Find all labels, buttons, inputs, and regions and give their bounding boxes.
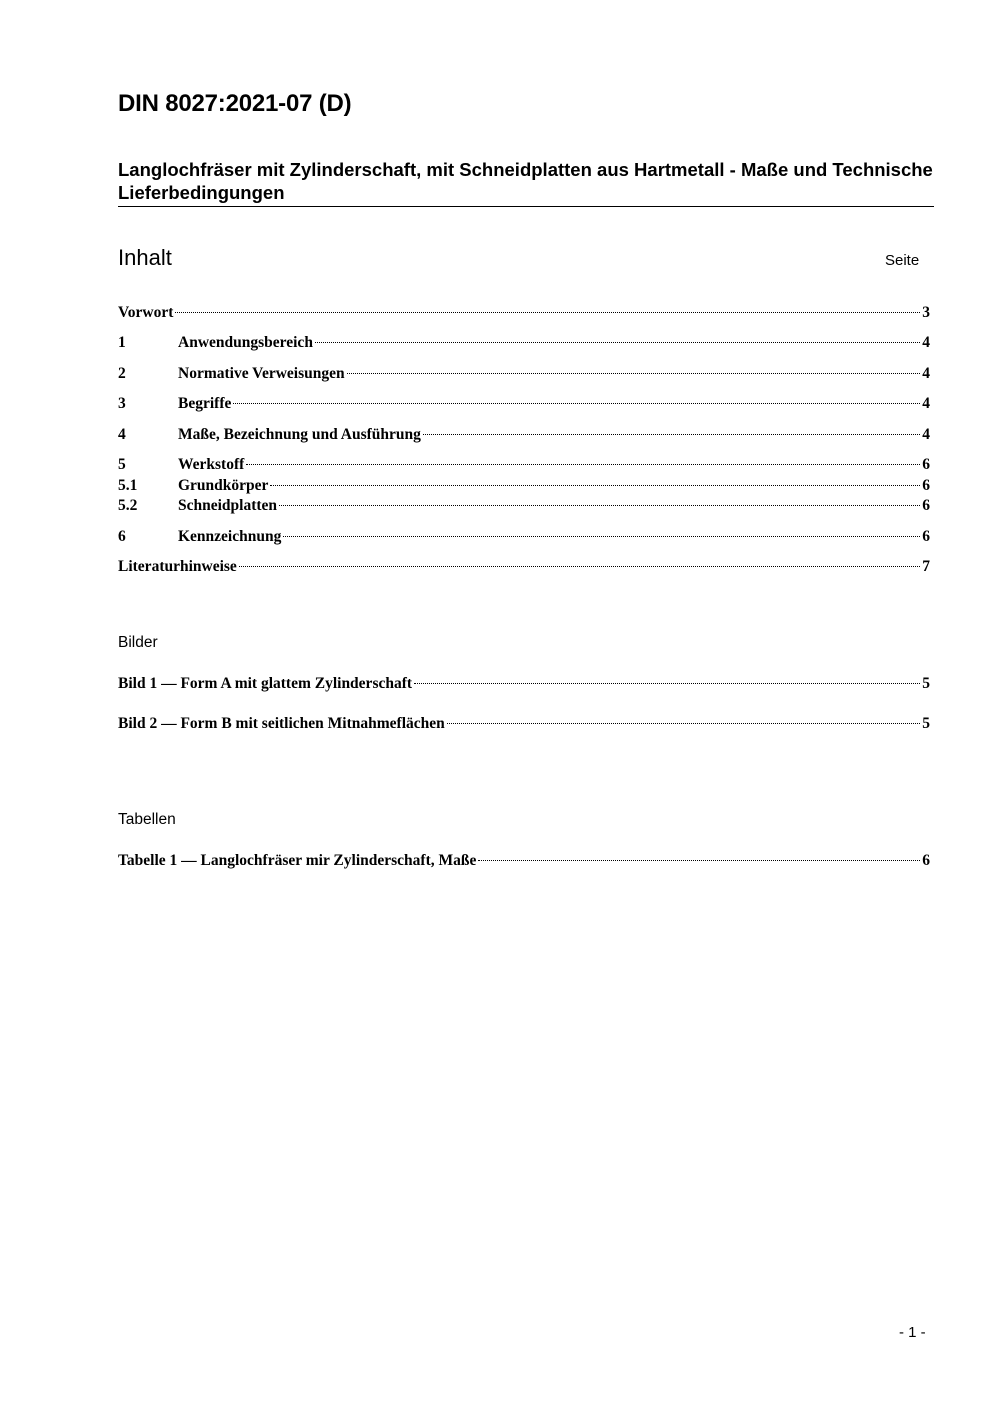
dot-leader [283, 536, 920, 537]
toc-entry-label: Anwendungsbereich [178, 334, 313, 351]
toc-entry-masse[interactable] [118, 425, 930, 445]
toc-entry-number: 6 [118, 528, 126, 545]
toc-entry-number: 4 [118, 426, 126, 443]
toc-entry-page: 6 [922, 456, 930, 473]
toc-entry-grundkoerper[interactable] [118, 476, 930, 496]
figure-entry-page: 5 [922, 715, 930, 732]
toc-entry-label: Grundkörper [178, 477, 269, 494]
toc-entry-werkstoff[interactable] [118, 455, 930, 475]
tables-heading: Tabellen [118, 811, 176, 828]
toc-entry-label: Maße, Bezeichnung und Ausführung [178, 426, 421, 443]
toc-entry-number: 1 [118, 334, 126, 351]
toc-entry-number: 5.1 [118, 477, 138, 494]
dot-leader [315, 342, 920, 343]
dot-leader [447, 723, 920, 724]
toc-entry-begriffe[interactable] [118, 394, 930, 414]
dot-leader [414, 683, 920, 684]
toc-entry-label: Vorwort [118, 304, 174, 321]
toc-entry-page: 3 [922, 304, 930, 321]
toc-entry-number: 2 [118, 365, 126, 382]
toc-entry-anwendungsbereich[interactable] [118, 333, 930, 353]
dot-leader [347, 373, 921, 374]
figures-heading: Bilder [118, 634, 158, 651]
toc-entry-label: Begriffe [178, 395, 232, 412]
toc-entry-label: Kennzeichnung [178, 528, 282, 545]
toc-entry-normative-verweisungen[interactable] [118, 364, 930, 384]
toc-entry-number: 5 [118, 456, 126, 473]
table-entry-label: Tabelle 1 — Langlochfräser mir Zylinderschaft, Maße [118, 852, 477, 869]
toc-entry-schneidplatten[interactable] [118, 496, 930, 516]
footer-page-number: - 1 - [899, 1324, 926, 1341]
toc-entry-literaturhinweise[interactable] [118, 557, 930, 577]
dot-leader [423, 434, 920, 435]
toc-entry-page: 6 [922, 497, 930, 514]
document-subtitle: Langlochfräser mit Zylinderschaft, mit Schneidplatten aus Hartmetall - Maße und Technische Lieferbedingungen [118, 158, 934, 207]
toc-entry-number: 5.2 [118, 497, 138, 514]
figure-entry-1[interactable] [118, 674, 930, 694]
table-entry-page: 6 [922, 852, 930, 869]
dot-leader [270, 485, 920, 486]
toc-entry-page: 4 [922, 426, 930, 443]
toc-entry-vorwort[interactable] [118, 303, 930, 323]
toc-entry-label: Normative Verweisungen [178, 365, 345, 382]
document-title: DIN 8027:2021-07 (D) [118, 90, 352, 117]
toc-entry-page: 4 [922, 334, 930, 351]
toc-entry-page: 4 [922, 395, 930, 412]
dot-leader [239, 566, 920, 567]
dot-leader [233, 403, 920, 404]
toc-entry-label: Literaturhinweise [118, 558, 237, 575]
toc-entry-label: Werkstoff [178, 456, 245, 473]
figure-entry-label: Bild 2 — Form B mit seitlichen Mitnahmeflächen [118, 715, 445, 732]
toc-entry-page: 6 [922, 528, 930, 545]
toc-page-label: Seite [885, 252, 920, 269]
toc-entry-label: Schneidplatten [178, 497, 278, 514]
dot-leader [478, 860, 920, 861]
toc-entry-kennzeichnung[interactable] [118, 527, 930, 547]
dot-leader [175, 312, 920, 313]
toc-entry-page: 4 [922, 365, 930, 382]
dot-leader [279, 505, 920, 506]
figure-entry-label: Bild 1 — Form A mit glattem Zylinderschaft [118, 675, 413, 692]
dot-leader [246, 464, 920, 465]
toc-heading: Inhalt [118, 245, 172, 270]
table-entry-1[interactable] [118, 851, 930, 871]
toc-entry-page: 7 [922, 558, 930, 575]
toc-entry-number: 3 [118, 395, 126, 412]
figure-entry-2[interactable] [118, 714, 930, 734]
toc-entry-page: 6 [922, 477, 930, 494]
figure-entry-page: 5 [922, 675, 930, 692]
